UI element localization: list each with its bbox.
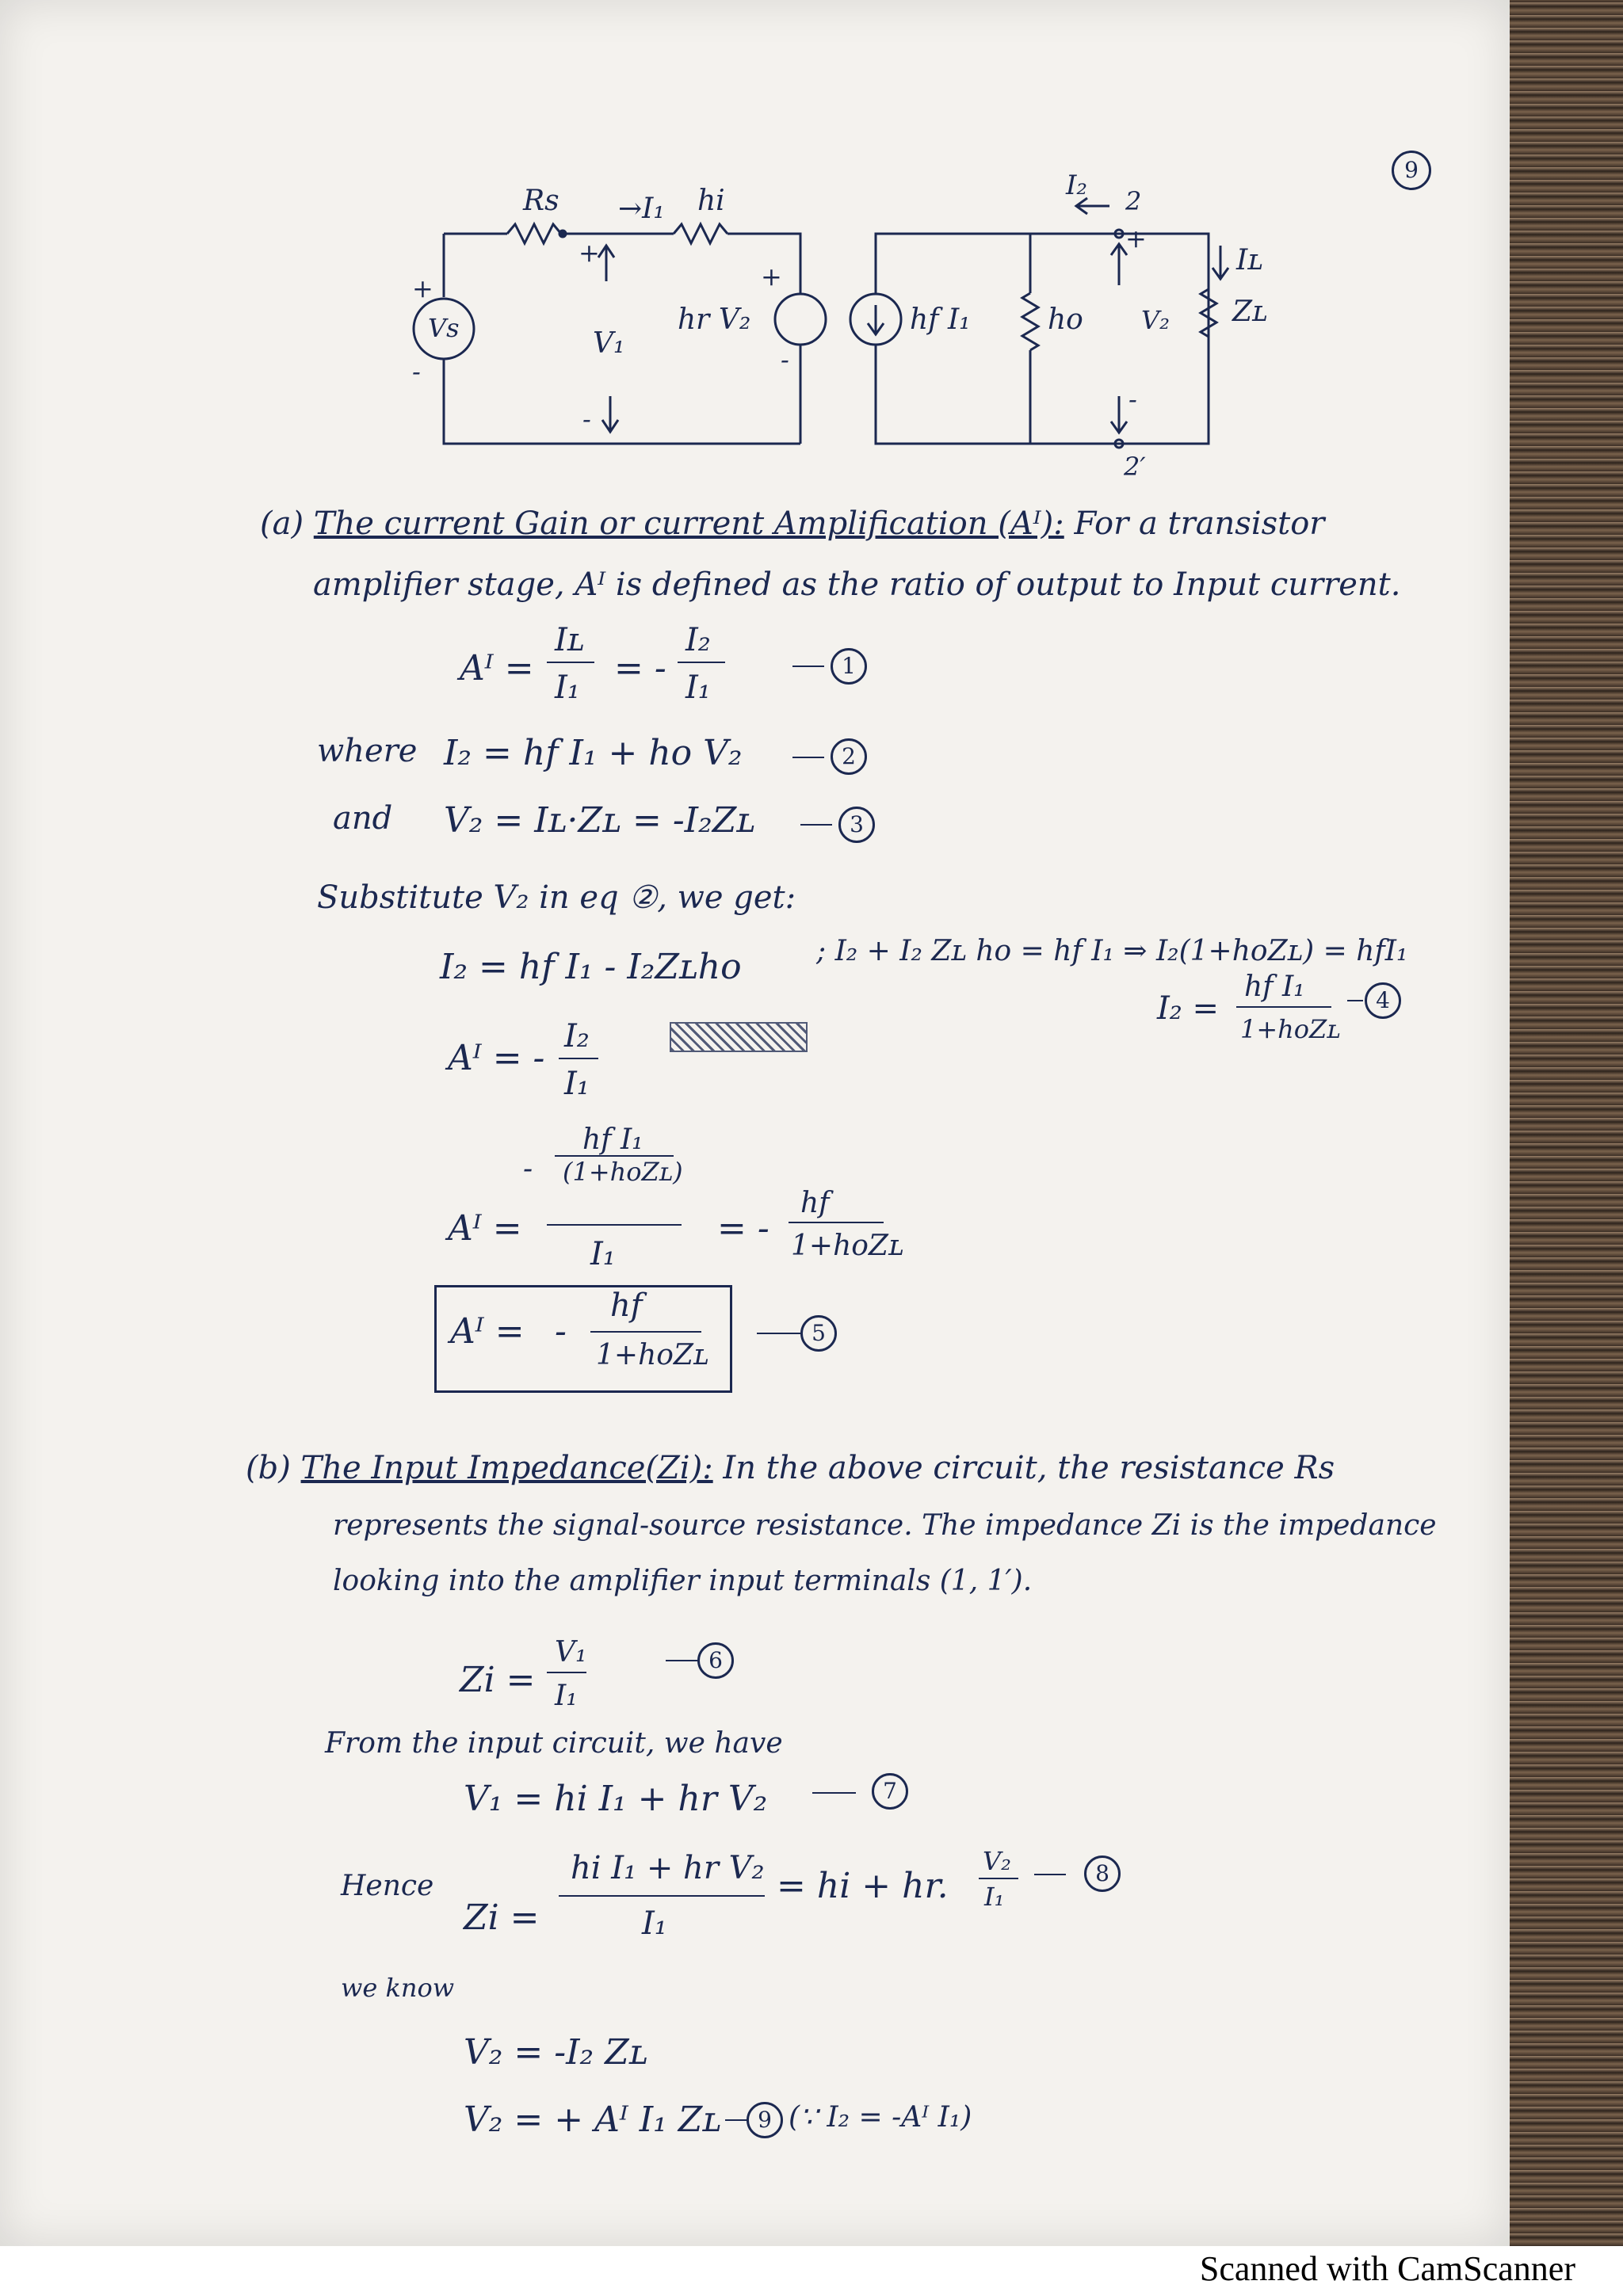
resistor-hi (674, 224, 727, 243)
eq1-tag: 1 (831, 648, 867, 685)
eq-ai2-inner-num: hf I₁ (582, 1123, 643, 1156)
hence-text: Hence (341, 1870, 434, 1902)
eq8-num: hi I₁ + hr V₂ (571, 1850, 765, 1886)
eq-ai2-rhs-sign: = - (717, 1208, 769, 1249)
eq2-tag: 2 (831, 738, 867, 775)
v2-arrow-up (1111, 244, 1127, 285)
fraction-bar (678, 662, 725, 663)
tag-dash (1347, 1000, 1363, 1001)
eq7-tag: 7 (872, 1773, 908, 1810)
eq1-frac1-den: I₁ (555, 669, 580, 706)
tag-dash (792, 757, 824, 758)
eq-ai1-num: I₂ (564, 1018, 590, 1055)
eq9a-text: V₂ = -I₂ Zʟ (464, 2032, 648, 2073)
label-hi: hi (697, 185, 725, 217)
label-minus-vs: - (412, 357, 421, 387)
label-node2: 2 (1125, 186, 1142, 216)
eq2-prefix: where (317, 733, 418, 769)
eq-ai2-den: I₁ (590, 1236, 616, 1272)
tag-dash (757, 1333, 800, 1334)
label-ho: ho (1048, 303, 1083, 336)
fraction-bar (547, 1672, 586, 1673)
eq6-lhs: Zi = (460, 1660, 536, 1700)
eq-sub-left: I₂ = hf I₁ - I₂Zʟho (440, 947, 742, 987)
section-b-line3: looking into the amplifier input terminals (1, 1′). (333, 1565, 1033, 1597)
eq9b-text: V₂ = + Aᴵ I₁ Zʟ (464, 2100, 722, 2140)
fraction-bar (1236, 1006, 1331, 1008)
eq8-mid: = hi + hr. (777, 1866, 949, 1906)
eq8-den: I₁ (642, 1905, 667, 1942)
dependent-source-hrv2 (775, 294, 826, 345)
eq1-frac1-num: Iʟ (555, 622, 585, 658)
wire (444, 359, 800, 444)
resistor-rs (507, 224, 561, 243)
label-plus-vs: + (412, 273, 433, 303)
tag-dash (800, 824, 832, 826)
eq4-lhs: I₂ = (1157, 990, 1220, 1027)
v1-arrow-down (602, 396, 618, 432)
scanner-watermark: Scanned with CamScanner (1199, 2249, 1575, 2288)
eq5-num: hf (610, 1287, 643, 1324)
resistor-ho (1022, 293, 1038, 350)
fraction-bar (789, 1222, 884, 1223)
fraction-bar (979, 1878, 1018, 1879)
eq4-den: 1+hoZʟ (1240, 1014, 1341, 1044)
section-b-title: The Input Impedance(Zi): (300, 1450, 713, 1486)
eq8-den2: I₁ (984, 1882, 1005, 1912)
eq-ai2-rhs-den: 1+hoZʟ (791, 1230, 904, 1262)
fraction-bar (559, 1058, 598, 1059)
section-a-title: The current Gain or current Amplification (Aᴵ): (313, 505, 1064, 542)
eq5-lhs: Aᴵ = (450, 1311, 525, 1352)
scribbled-out-text (670, 1022, 808, 1052)
eq4-tag: 4 (1365, 982, 1401, 1019)
tag-dash (725, 2119, 749, 2121)
eq6-den: I₁ (555, 1680, 578, 1712)
we-know-text: we know (341, 1973, 455, 2003)
label-minus-hrv2: - (781, 345, 789, 375)
fraction-bar (547, 1224, 682, 1226)
label-vs: Vs (428, 313, 460, 343)
eq4-num: hf I₁ (1244, 971, 1305, 1003)
eq5-sign: - (555, 1311, 567, 1352)
section-b-heading: (b) The Input Impedance(Zi): In the above circuit, the resistance Rs (246, 1450, 1335, 1486)
il-arrow (1212, 246, 1228, 279)
label-plus-v1: + (579, 238, 600, 268)
label-plus-v2: + (1125, 223, 1147, 254)
eq-ai1-den: I₁ (564, 1066, 590, 1102)
label-v1: V₁ (593, 327, 625, 360)
tag-dash (1034, 1874, 1066, 1875)
label-i1: →I₁ (618, 193, 665, 225)
label-hrv2: hr V₂ (678, 303, 751, 336)
eq3-prefix: and (333, 800, 393, 837)
eq-sub-right: ; I₂ + I₂ Zʟ ho = hf I₁ ⇒ I₂(1+hoZʟ) = hfI₁ (816, 935, 1408, 967)
label-rs: Rs (523, 185, 559, 217)
section-b-line2: represents the signal-source resistance. The impedance Zi is the impedance (333, 1509, 1437, 1542)
fraction-bar (547, 662, 594, 663)
eq7-text: V₁ = hi I₁ + hr V₂ (464, 1779, 768, 1819)
eq-ai2-inner-den: (1+hoZʟ) (563, 1157, 683, 1187)
page-number: 9 (1392, 151, 1431, 190)
label-minus-v1: - (582, 404, 591, 434)
eq-ai2-lhs: Aᴵ = (448, 1208, 522, 1249)
label-hfi1: hf I₁ (910, 303, 971, 336)
label-zl: Zʟ (1232, 296, 1268, 328)
eq-ai1-lhs: Aᴵ = - (448, 1038, 545, 1078)
tag-dash (812, 1792, 856, 1794)
tag-dash (666, 1660, 697, 1661)
label-i2: I₂ (1066, 170, 1088, 201)
eq8-lhs: Zi = (464, 1897, 540, 1938)
eq5-tag: 5 (800, 1315, 837, 1352)
v1-arrow (598, 246, 614, 281)
label-v2: V₂ (1141, 305, 1170, 335)
fraction-bar (559, 1895, 765, 1897)
eq9-tag: 9 (747, 2102, 783, 2138)
eq1-lhs: Aᴵ = (460, 648, 534, 688)
eq1-frac2-num: I₂ (685, 622, 711, 658)
from-input-text: From the input circuit, we have (325, 1727, 783, 1760)
substitute-text: Substitute V₂ in eq ②, we get: (317, 879, 796, 916)
wire (876, 234, 1209, 444)
eq-ai2-rhs-num: hf (800, 1187, 830, 1219)
eq6-num: V₁ (555, 1636, 587, 1669)
eq3-text: V₂ = Iʟ·Zʟ = -I₂Zʟ (444, 800, 756, 841)
label-node2prime: 2′ (1124, 452, 1146, 482)
fraction-bar (590, 1331, 701, 1333)
notebook-edge (1510, 0, 1623, 2246)
eq9-note: (∵ I₂ = -Aᴵ I₁) (789, 2101, 972, 2134)
section-a-heading: (a) The current Gain or current Amplification (Aᴵ): For a transistor (260, 505, 1325, 542)
label-il: Iʟ (1236, 244, 1263, 277)
eq2-text: I₂ = hf I₁ + ho V₂ (444, 733, 743, 773)
label-plus-hrv2: + (761, 261, 782, 292)
eq1-frac2-den: I₁ (685, 669, 711, 706)
eq8-tag: 8 (1084, 1855, 1121, 1892)
section-a-line2: amplifier stage, Aᴵ is defined as the ratio of output to Input current. (313, 566, 1401, 603)
eq8-num2: V₂ (983, 1846, 1011, 1876)
tag-dash (792, 666, 824, 667)
eq5-den: 1+hoZʟ (596, 1339, 709, 1371)
eq6-tag: 6 (697, 1642, 734, 1679)
v2-arrow-down (1111, 396, 1127, 433)
eq1-mid: = - (614, 648, 666, 688)
eq3-tag: 3 (838, 807, 875, 843)
eq-ai2-minus: - (523, 1153, 533, 1185)
label-minus-v2: - (1128, 384, 1137, 414)
